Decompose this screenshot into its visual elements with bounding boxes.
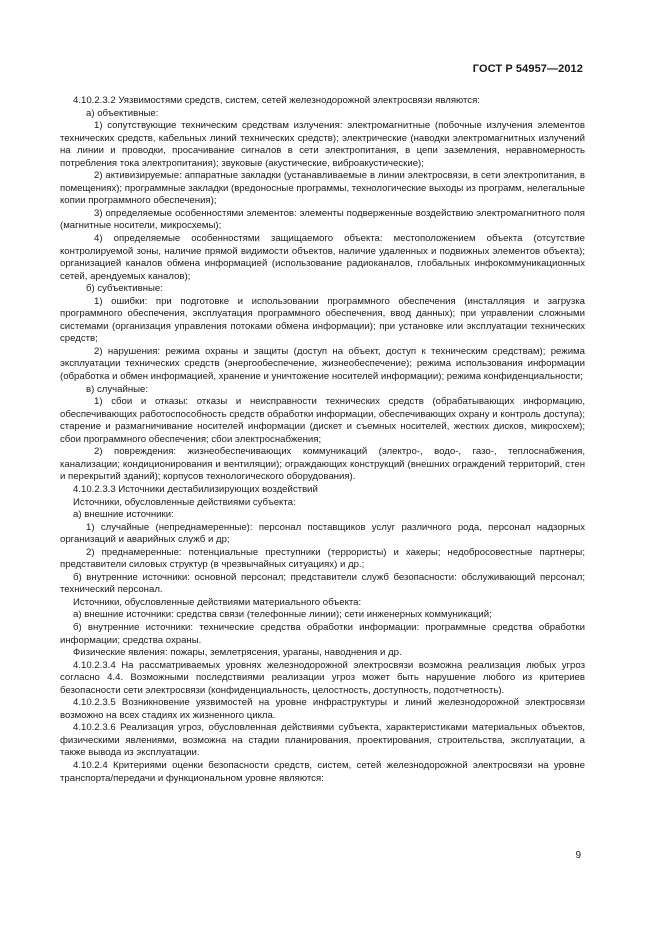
document-header: ГОСТ Р 54957—2012	[472, 63, 583, 75]
paragraph: а) внешние источники:	[73, 509, 174, 521]
paragraph: 4.10.2.3.4 На рассматриваемых уровнях железнодорожной электросвязи возможна реализация любых угроз согласно 4.4. Возможными последствиями реализации угроз может быть нарушение любого из критериев безопасности сети электросвязи (конфиденциальность, целостность, доступность, подотчетность).	[60, 659, 585, 696]
paragraph: 3) определяемые особенностями элементов: элементы подверженные воздействию электромагнитного поля (магнитные носители, микросхемы);	[60, 207, 585, 232]
paragraph: а) внешние источники: средства связи (телефонные линии); сети инженерных коммуникаций;	[73, 609, 492, 621]
paragraph: 4.10.2.3.2 Уязвимостями средств, систем, сетей железнодорожной электросвязи являются:	[73, 95, 480, 106]
paragraph: Физические явления: пожары, землетрясения, ураганы, наводнения и др.	[73, 647, 402, 659]
paragraph: 1) сопутствующие техническим средствам излучения: электромагнитные (побочные излучения элементов технических средств, кабельных линий технических средств); электрические (наводки электромагнитных излучений на линии и проводки, просачивание сигналов в сети электропитания, в цепи заземления, неравномерность потребления тока электропитания); звуковые (акустические, виброакустические);	[60, 120, 585, 169]
paragraph: 4.10.2.3.6 Реализация угроз, обусловленная действиями субъекта, характеристиками материальных объектов, физическими явлениями, возможна на стадии планирования, проектирования, строительства, эксплуатации, а также вывода из эксплуатации.	[60, 722, 585, 759]
paragraph: 1) ошибки: при подготовке и использовании программного обеспечения (инсталляция и загрузка программного обеспечения, эксплуатация программного обеспечения, ввод данных); при управлении сложными системами (организация управления потоками обмена информации); при установке или эксплуатации технических средств;	[60, 295, 585, 345]
paragraph: в) случайные:	[86, 383, 149, 395]
paragraph: 1) сбои и отказы: отказы и неисправности технических средств (обрабатывающих информацию, обеспечивающих работоспособность средств обработки информации, обеспечивающих охрану и контроль доступа); старение и размагничивание носителей информации (дискет и съемных носителей, жестких дисков, микросхем); сбои программного обеспечения; сбои электроснабжения;	[60, 396, 585, 445]
paragraph: 2) нарушения: режима охраны и защиты (доступ на объект, доступ к техническим средствам); режима эксплуатации технических средств (энергообеспечение, жизнеобеспечение); режима использования информации (обработка и обмен информацией, хранение и уничтожение носителей информации); режима конфиденциальности;	[60, 345, 585, 383]
page-number: 9	[575, 850, 581, 861]
paragraph: 2) преднамеренные: потенциальные преступники (террористы) и хакеры; недобросовестные партнеры; представители силовых структур (в чрезвычайных ситуациях) и др.;	[60, 546, 585, 571]
paragraph: 1) случайные (непреднамеренные): персонал поставщиков услуг различного рода, персонал надзорных организаций и аварийных служб и др;	[60, 521, 585, 546]
paragraph: 2) повреждения: жизнеобеспечивающих коммуникаций (электро-, водо-, газо-, теплоснабжения, канализации; кондиционирования и вентиляции); ограждающих конструкций (внешних ограждений территорий, стен и перекрытий зданий); корпусов технологического оборудования).	[60, 446, 585, 483]
paragraph: 2) активизируемые: аппаратные закладки (устанавливаемые в линии электросвязи, в сети электропитания, в помещениях); программные закладки (вредоносные программы, технологические выходы из программ, нелегальные копии программного обеспечения);	[60, 170, 585, 207]
paragraph: 4) определяемые особенностями защищаемого объекта: местоположением объекта (отсутствие контролируемой зоны, наличие прямой видимости объектов, наличие удаленных и подвижных элементов объекта); организацией каналов обмена информацией (использование радиоканалов, глобальных инфокоммуникационных сетей, арендуемых каналов);	[60, 233, 585, 282]
paragraph: Источники, обусловленные действиями субъекта:	[73, 496, 296, 508]
paragraph: а) объективные:	[86, 107, 159, 119]
paragraph: б) субъективные:	[86, 283, 163, 295]
paragraph: Источники, обусловленные действиями материального объекта:	[73, 596, 362, 608]
paragraph: б) внутренние источники: основной персонал; представители служб безопасности: обслуживающий персонал; технический персонал.	[60, 571, 585, 596]
document-body	[60, 95, 585, 785]
paragraph: 4.10.2.4 Критериями оценки безопасности средств, систем, сетей железнодорожной электросвязи на уровне транспорта/передачи и функциональном уровне являются:	[60, 759, 585, 784]
paragraph: б) внутренние источники: технические средства обработки информации: программные средства обработки информации; средства охраны.	[60, 621, 585, 646]
paragraph: 4.10.2.3.3 Источники дестабилизирующих воздействий	[73, 483, 318, 495]
paragraph: 4.10.2.3.5 Возникновение уязвимостей на уровне инфраструктуры и линий железнодорожной электросвязи возможно на всех стадиях их жизненного цикла.	[60, 697, 585, 721]
